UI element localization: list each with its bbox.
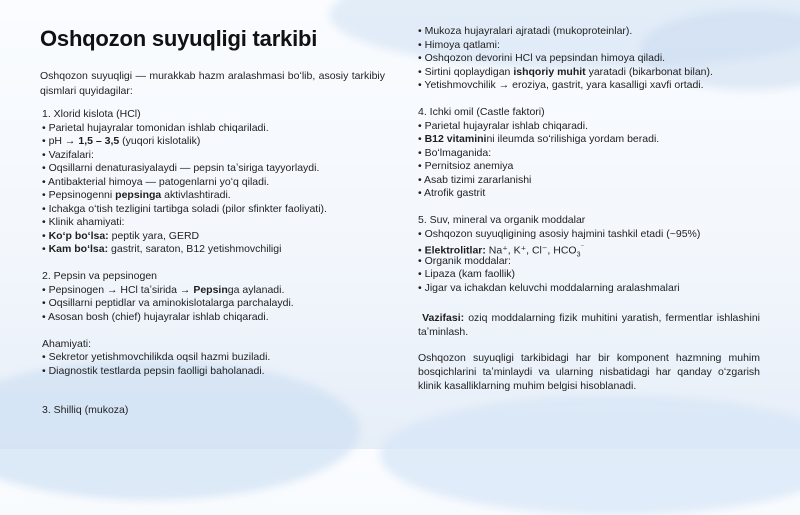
- list-item: • Antibakterial himoya — patogenlarni yoʻq qiladi.: [42, 175, 270, 188]
- list-item: • Klinik ahamiyati:: [42, 216, 125, 228]
- left-column: [42, 108, 327, 417]
- list-item: • Oshqozon devorini HCl va pepsindan himoya qiladi.: [418, 52, 666, 64]
- subheading-ahamiyati: Ahamiyati:: [42, 337, 92, 350]
- list-item: • Elektrolitlar: Na⁺, K⁺, Cl⁻, $HCO_3^{^-}$: [418, 244, 585, 259]
- list-item: • Oqsillarni peptidlar va aminokislotalarga parchalaydi.: [42, 297, 294, 309]
- background-cloud: [380, 395, 800, 515]
- intro-paragraph: Oshqozon suyuqligi — murakkab hazm aralashmasi boʻlib, asosiy tarkibiy qismlari quyidagilar:: [40, 70, 385, 97]
- list-item: • Mukoza hujayralari ajratadi (mukoproteinlar).: [418, 25, 633, 37]
- list-item: • Oshqozon suyuqligining asosiy hajmini tashkil etadi (~95%): [418, 227, 701, 240]
- list-item: • Diagnostik testlarda pepsin faolligi baholanadi.: [42, 364, 265, 377]
- list-item: • Vazifalari:: [42, 148, 94, 161]
- list-item: • Parietal hujayralar ishlab chiqaradi.: [418, 119, 589, 132]
- list-item: • Atrofik gastrit: [418, 187, 486, 199]
- list-item: • Pepsinogenni pepsinga aktivlashtiradi.: [42, 189, 231, 201]
- list-item: • Sekretor yetishmovchilikda oqsil hazmi buziladi.: [42, 351, 271, 363]
- section-heading-castle: 4. Ichki omil (Castle faktori): [418, 106, 545, 118]
- list-item: • pH → 1,5 – 3,5 (yuqori kislotalik): [42, 135, 201, 147]
- list-item: • Asab tizimi zararlanishi: [418, 173, 532, 186]
- section-heading-minerals: 5. Suv, mineral va organik moddalar: [418, 214, 586, 226]
- list-item: • Kam boʻlsa: gastrit, saraton, B12 yetishmovchiligi: [42, 243, 282, 255]
- list-item: • Lipaza (kam faollik): [418, 268, 516, 280]
- list-item: • Himoya qatlami:: [418, 38, 500, 51]
- conclusion-paragraph: Oshqozon suyuqligi tarkibidagi har bir komponent hazmning muhim bosqichlarini taʼminlaydi va ularning nisbatidagi har qanday oʻzgarish klinik kasalliklarning muhim belgisi hisoblanadi.: [418, 352, 760, 392]
- list-item: • Pepsinogen → HCl taʼsirida → Pepsinga aylanadi.: [42, 283, 285, 296]
- page-title: Oshqozon suyuqligi tarkibi: [40, 26, 318, 51]
- list-item: • Asosan bosh (chief) hujayralar ishlab chiqaradi.: [42, 310, 269, 323]
- list-item: • Koʻp boʻlsa: peptik yara, GERD: [42, 229, 200, 242]
- list-item: • Ichakga oʻtish tezligini tartibga soladi (pilor sfinkter faoliyati).: [42, 202, 327, 215]
- list-item: • Parietal hujayralar tomonidan ishlab chiqariladi.: [42, 121, 269, 134]
- section-heading-hcl: 1. Xlorid kislota (HCl): [42, 108, 141, 120]
- list-item: • Boʻlmaganida:: [418, 146, 492, 159]
- list-item: • Oqsillarni denaturasiyalaydi — pepsin taʼsiriga tayyorlaydi.: [42, 162, 320, 174]
- list-item: • Jigar va ichakdan keluvchi moddalarning aralashmalari: [418, 281, 680, 294]
- list-item: • Sirtini qoplaydigan ishqoriy muhit yaratadi (bikarbonat bilan).: [418, 65, 713, 78]
- list-item: • Pernitsioz anemiya: [418, 160, 514, 172]
- section-heading-mucus: 3. Shilliq (mukoza): [42, 403, 129, 416]
- section-heading-pepsin: 2. Pepsin va pepsinogen: [42, 270, 158, 282]
- function-paragraph: Vazifasi: oziq moddalarning fizik muhitini yaratish, fermentlar ishlashini taʼminlash.: [418, 312, 760, 338]
- list-item: • Organik moddalar:: [418, 254, 511, 267]
- list-item: • B12 vitaminini ileumda soʻrilishiga yordam beradi.: [418, 133, 660, 145]
- right-column: [418, 25, 713, 295]
- list-item: • Yetishmovchilik → eroziya, gastrit, yara kasalligi xavfi ortadi.: [418, 79, 704, 91]
